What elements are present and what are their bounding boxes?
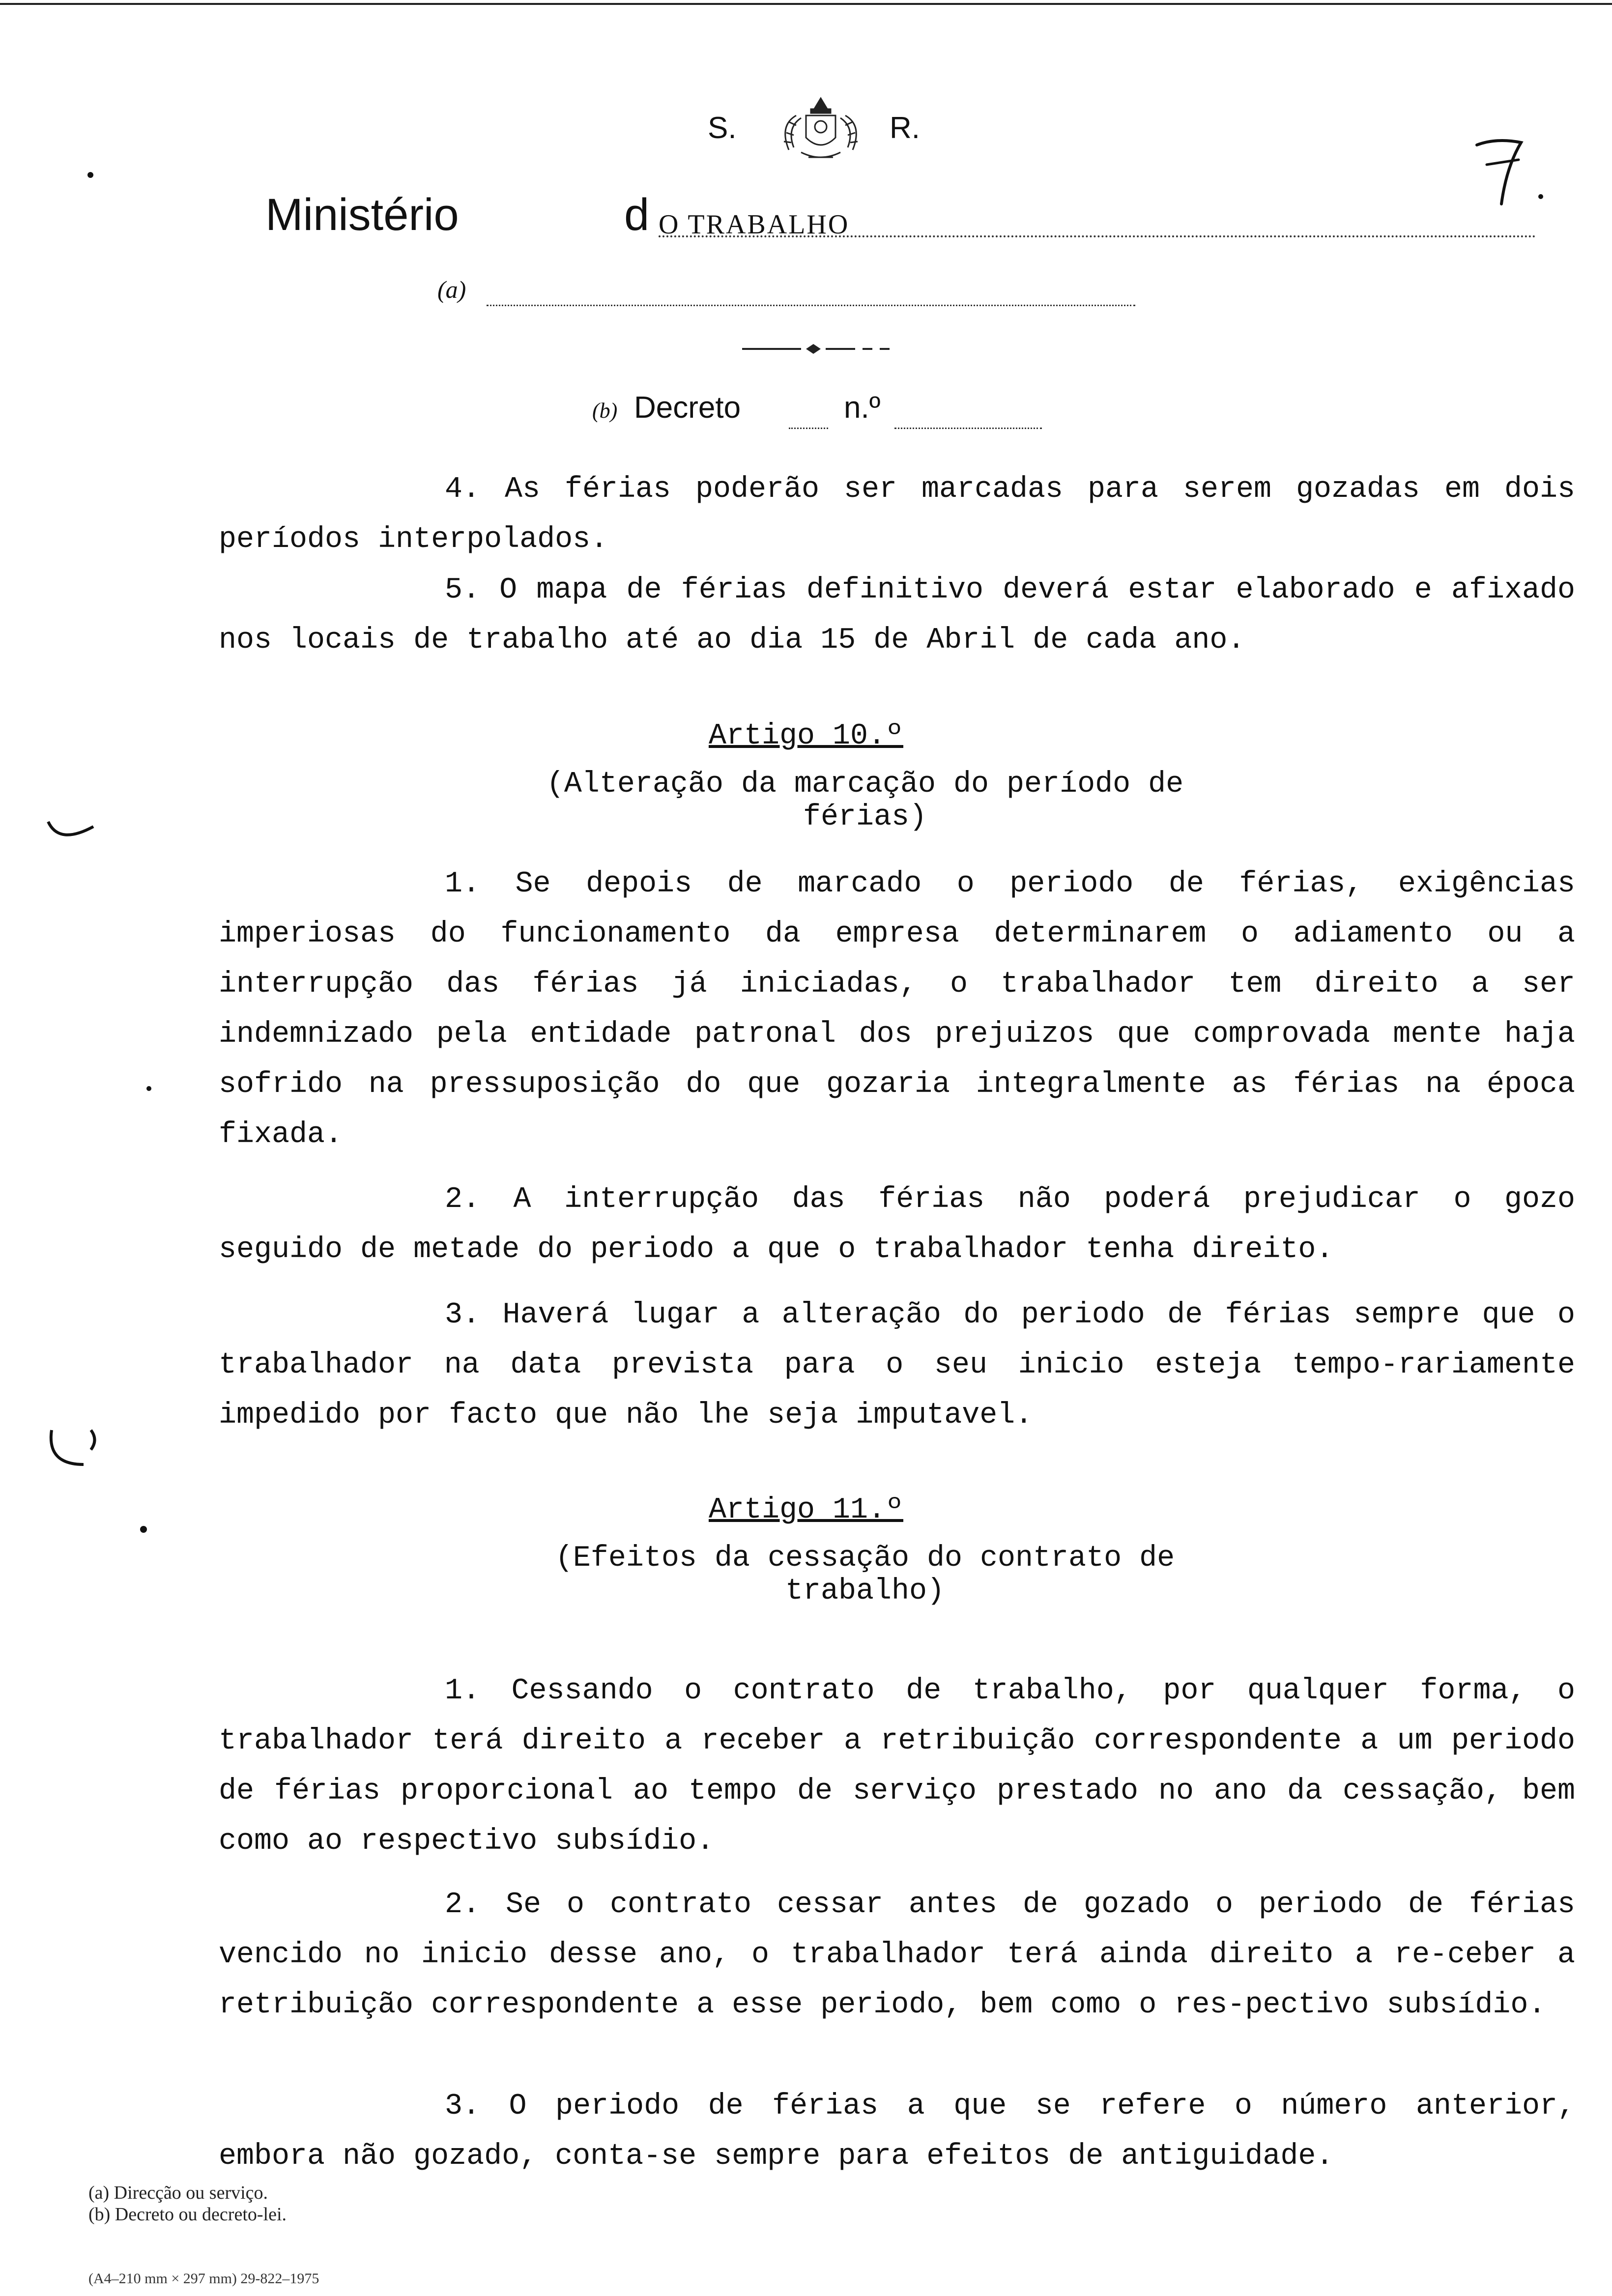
decree-line [592, 388, 1044, 437]
top-border-line [0, 3, 1612, 5]
coat-of-arms-icon [772, 88, 870, 167]
field-a-dotted-line [487, 305, 1135, 306]
article-11-title: Artigo 11.º [708, 1493, 904, 1527]
letterhead-seal [688, 88, 963, 172]
decree-dotted-line [789, 428, 828, 429]
article-10-subtitle-line2: férias) [803, 801, 927, 834]
direction-field [437, 275, 1194, 315]
punch-hole-mark [44, 816, 98, 855]
paragraph-4: 4. As férias poderão ser marcadas para serem gozadas em dois períodos interpolados. [219, 473, 1575, 556]
article-11-paragraph-2: 2. Se o contrato cessar antes de gozado o periodo de férias vencido no inicio desse ano, o trabalhador terá ainda direito a re-ceber a retribuição correspondente a esse periodo, bem como o res-pectivo subsídio. [219, 1888, 1575, 2022]
ministry-name-fill: O TRABALHO [659, 209, 850, 240]
ministry-line [265, 189, 1273, 243]
scan-dot [87, 172, 93, 178]
article-10-paragraph-1: 1. Se depois de marcado o periodo de férias, exigências imperiosas do funcionamento da empresa determinarem o adiamento ou a interrupção das férias já iniciadas, o trabalhador tem direito a ser indemnizado pela entidade patronal dos prejuizos que comprovada mente haja sofrido na pressuposição do que gozaria integralmente as férias na época fixada. [219, 867, 1575, 1151]
seal-letter-s: S. [708, 111, 737, 145]
field-a-label: (a) [437, 276, 466, 303]
punch-hole-mark [44, 1420, 98, 1479]
scan-dot [140, 1526, 147, 1533]
decree-number-label: n.º [844, 391, 881, 425]
article-10-title: Artigo 10.º [708, 719, 904, 753]
article-10-subtitle-line1: (Alteração da marcação do período de [546, 768, 1184, 801]
article-10-paragraph-3: 3. Haverá lugar a alteração do periodo de férias sempre que o trabalhador na data prevista para o seu inicio esteja tempo-rariamente impedido por facto que não lhe seja imputavel. [219, 1298, 1575, 1432]
decree-number-dotted-line [894, 428, 1042, 429]
footnote-a: (a) Direcção ou serviço. [88, 2182, 268, 2203]
article-10-paragraph-2: 2. A interrupção das férias não poderá prejudicar o gozo seguido de metade do periodo a que o trabalhador tenha direito. [219, 1183, 1575, 1266]
seal-letter-r: R. [890, 111, 920, 145]
article-11-subtitle-line1: (Efeitos da cessação do contrato de [555, 1542, 1175, 1575]
article-11-subtitle-line2: trabalho) [785, 1575, 945, 1608]
ornament-divider [742, 339, 890, 359]
article-11-paragraph-1: 1. Cessando o contrato de trabalho, por qualquer forma, o trabalhador terá direito a receber a retribuição correspondente a um periodo de férias proporcional ao tempo de serviço prestado no ano da cessação, bem como ao respectivo subsídio. [219, 1674, 1575, 1858]
decree-b-label: (b) [592, 399, 618, 423]
decree-label: Decreto [634, 391, 741, 425]
article-11-paragraph-3: 3. O periodo de férias a que se refere o número anterior, embora não gozado, conta-se sempre para efeitos de antiguidade. [219, 2090, 1575, 2173]
ministry-prefix: d [624, 190, 650, 240]
paragraph-5: 5. O mapa de férias definitivo deverá estar elaborado e afixado nos locais de trabalho até ao dia 15 de Abril de cada ano. [219, 574, 1575, 657]
scan-dot [146, 1086, 151, 1091]
handwritten-page-number [1467, 128, 1555, 216]
print-code: (A4–210 mm × 297 mm) 29-822–1975 [88, 2270, 319, 2287]
ministry-label: Ministério [265, 190, 459, 240]
footnote-b: (b) Decreto ou decreto-lei. [88, 2204, 287, 2225]
ministry-dotted-line [659, 235, 1536, 237]
